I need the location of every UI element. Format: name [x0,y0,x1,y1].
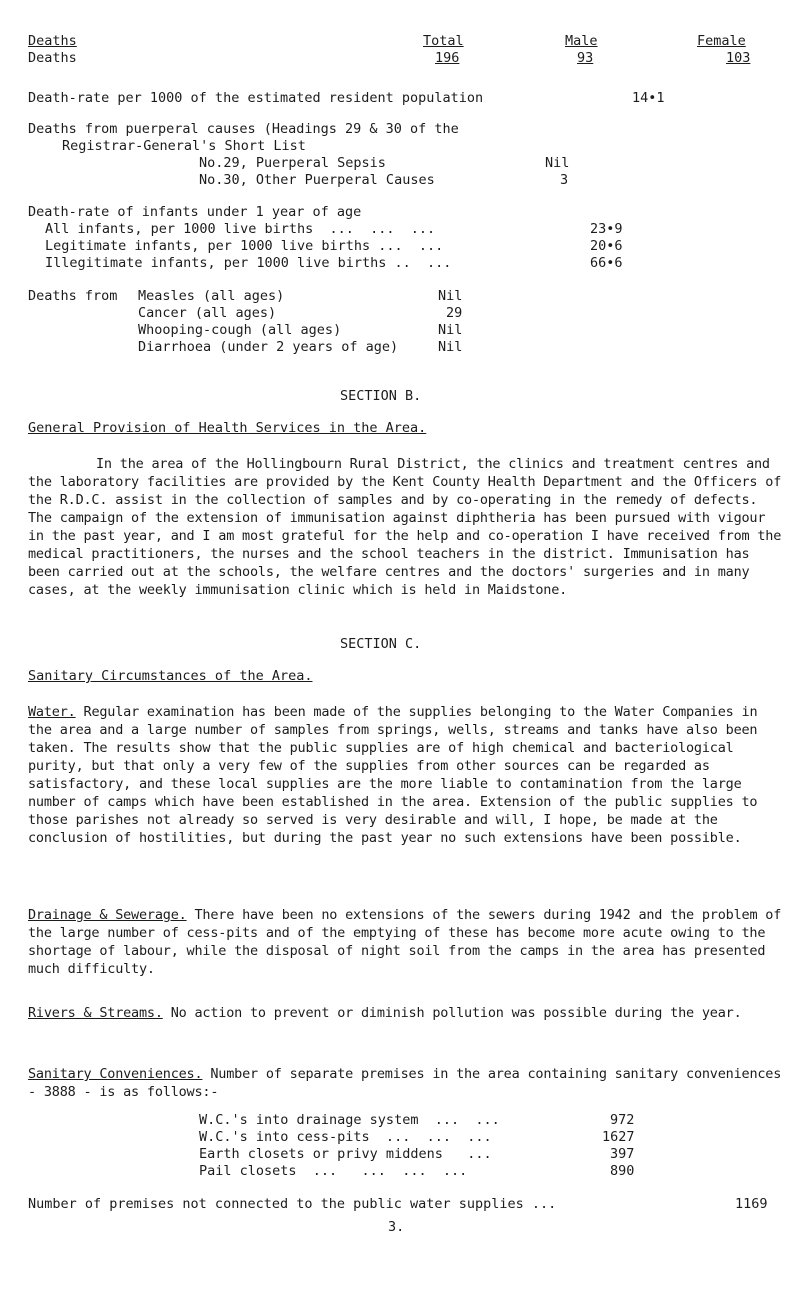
deaths-from-label: Measles (all ages) [138,288,285,304]
not-connected-value: 1169 [735,1196,768,1212]
convenience-value: 890 [610,1163,635,1179]
convenience-value: 972 [610,1112,635,1128]
sanitary-body: Number of separate premises in the area containing sanitary conveniences - 3888 - is as follows:- [28,1066,782,1100]
rivers-body: No action to prevent or diminish pollution was possible during the year. [170,1005,742,1021]
infant-rate-label: Legitimate infants, per 1000 live births ... ... [45,238,444,254]
rivers-heading: Rivers & Streams. [28,1005,163,1021]
infant-rate-label: Illegitimate infants, per 1000 live births .. ... [45,255,452,271]
water-heading: Water. [28,704,76,720]
infant-rate-value: 66•6 [590,255,623,271]
sanitary-paragraph [28,1065,788,1101]
drainage-paragraph [28,906,788,978]
not-connected-label: Number of premises not connected to the public water supplies ... [28,1196,557,1212]
deaths-header-label: Deaths [28,33,77,49]
puerperal-heading-1: Deaths from puerperal causes (Headings 29 & 30 of the [28,121,459,137]
deaths-from-value: 29 [446,305,463,321]
infant-rate-label: All infants, per 1000 live births ... ... ... [45,221,436,237]
deaths-total-value: 196 [435,50,460,66]
deaths-from-value: Nil [438,322,463,338]
puerperal-item-label: No.30, Other Puerperal Causes [199,172,435,188]
water-paragraph [28,703,788,847]
section-c-subtitle: Sanitary Circumstances of the Area. [28,668,313,684]
deaths-row-label: Deaths [28,50,77,66]
puerperal-item-label: No.29, Puerperal Sepsis [199,155,386,171]
deaths-from-label: Whooping-cough (all ages) [138,322,342,338]
infant-rate-value: 23•9 [590,221,623,237]
convenience-label: Pail closets ... ... ... ... [199,1163,468,1179]
drainage-heading: Drainage & Sewerage. [28,907,187,923]
deaths-male-value: 93 [577,50,594,66]
deaths-female-value: 103 [726,50,751,66]
section-b-title: SECTION B. [340,388,422,404]
puerperal-heading-2: Registrar-General's Short List [62,138,306,154]
deaths-from-prefix: Deaths from [28,288,118,304]
deaths-header-male: Male [565,33,598,49]
convenience-label: Earth closets or privy middens ... [199,1146,492,1162]
deaths-from-value: Nil [438,288,463,304]
death-rate-value: 14•1 [632,90,665,106]
convenience-value: 397 [610,1146,635,1162]
rivers-paragraph [28,1004,788,1022]
page-number: 3. [388,1219,405,1235]
convenience-label: W.C.'s into cess-pits ... ... ... [199,1129,492,1145]
deaths-from-value: Nil [438,339,463,355]
section-b-subtitle: General Provision of Health Services in the Area. [28,420,427,436]
drainage-body: There have been no extensions of the sewers during 1942 and the problem of the large number of cess-pits and of the emptying of these has become more acute owing to the shortage of labour, while the disposal of night soil from the camps in the area has presented much difficulty. [28,907,782,977]
convenience-value: 1627 [602,1129,635,1145]
deaths-from-label: Cancer (all ages) [138,305,277,321]
deaths-header-total: Total [423,33,464,49]
death-rate-label: Death-rate per 1000 of the estimated resident population [28,90,484,106]
convenience-label: W.C.'s into drainage system ... ... [199,1112,500,1128]
puerperal-item-value: Nil [545,155,570,171]
infant-rate-value: 20•6 [590,238,623,254]
section-c-title: SECTION C. [340,636,422,652]
infant-rates-heading: Death-rate of infants under 1 year of age [28,204,362,220]
section-b-body: In the area of the Hollingbourn Rural District, the clinics and treatment centres and the laboratory facilities are provided by the Kent County Health Department and the Officers of the R.D.C. assist in the collection of samples and by co-operating in the remedy of defects. The campaign of the extension of immunisation against diphtheria has been pursued with vigour in the past year, and I am most grateful for the help and co-operation I have received from the medical practitioners, the nurses and the school teachers in the district. Immunisation has been carried out at the schools, the welfare centres and the doctors' surgeries and in many cases, at the weekly immunisation clinic which is held in Maidstone. [28,456,782,598]
deaths-header-female: Female [697,33,746,49]
deaths-from-label: Diarrhoea (under 2 years of age) [138,339,399,355]
water-body: Regular examination has been made of the supplies belonging to the Water Companies in the area and a large number of samples from springs, wells, streams and tanks have also been taken. The results show that the public supplies are of high chemical and bacteriological purity, but that only a very few of the supplies from other sources can be regarded as satisfactory, and these local supplies are the more liable to contamination from the large number of camps which have been established in the area. Extension of the public supplies to those parishes not already so served is very desirable and will, I hope, be made at the conclusion of hostilities, but during the past year no such extensions have been possible. [28,704,758,846]
puerperal-item-value: 3 [560,172,569,188]
sanitary-heading: Sanitary Conveniences. [28,1066,203,1082]
